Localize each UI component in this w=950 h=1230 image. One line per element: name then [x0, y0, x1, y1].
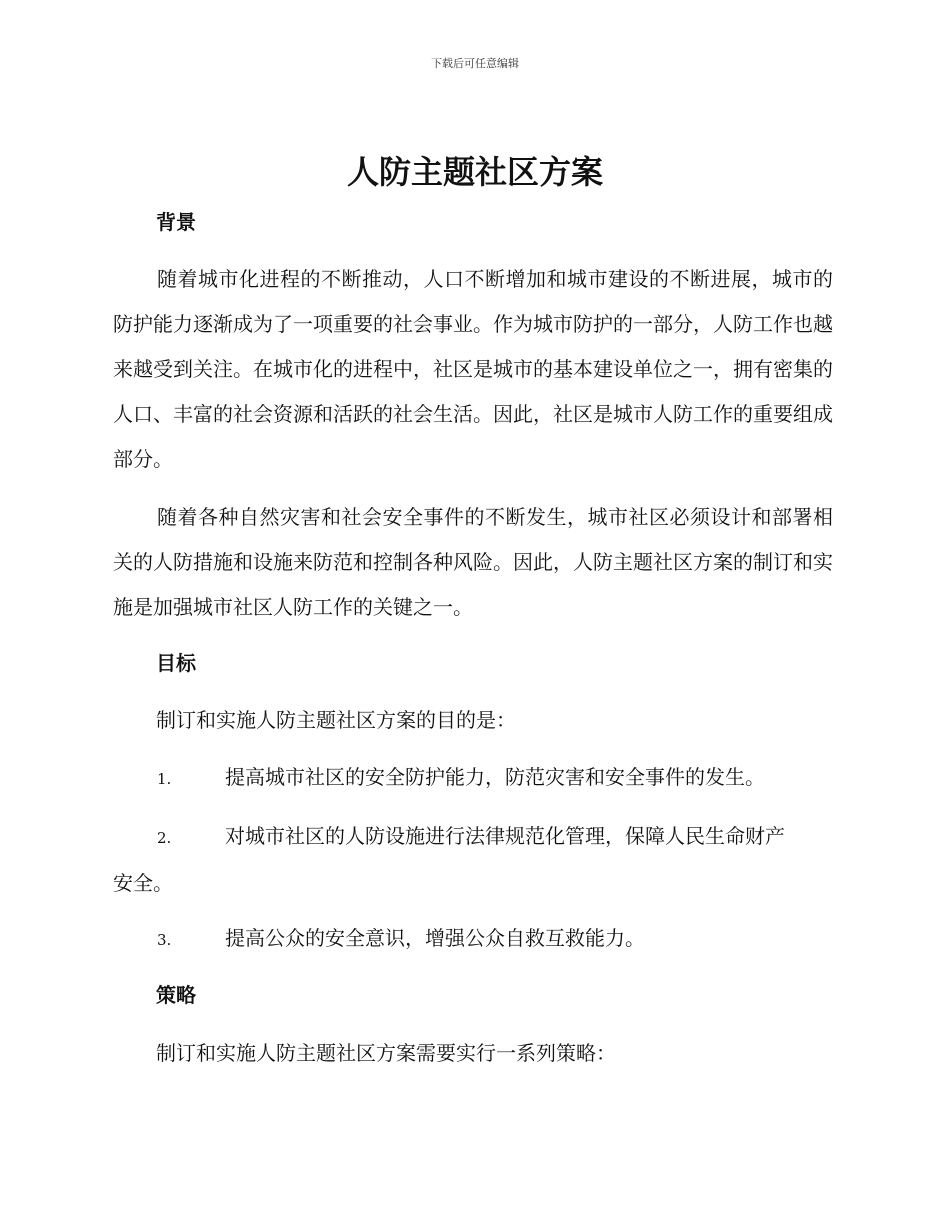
goal-number: 3.: [157, 931, 172, 949]
document-title: 人防主题社区方案: [346, 153, 603, 191]
goal-item-1: [113, 755, 833, 802]
goal-item-2: [113, 814, 833, 906]
goal-number: 1.: [157, 770, 172, 788]
section-heading-background: 背景: [156, 210, 196, 234]
header-note: 下载后可任意编辑: [431, 57, 519, 70]
goal-text: 对城市社区的人防设施进行法律规范化管理，保障人民生命财产: [225, 824, 785, 848]
background-paragraph-2: 随着各种自然灾害和社会安全事件的不断发生，城市社区必须设计和部署相关的人防措施和设施来防范和控制各种风险。因此，人防主题社区方案的制订和实施是加强城市社区人防工作的关键之一。: [113, 505, 833, 619]
goal-text-continuation: 安全。: [113, 871, 173, 895]
section-heading-strategy: 策略: [156, 983, 196, 1007]
goal-text: 提高城市社区的安全防护能力，防范灾害和安全事件的发生。: [225, 765, 765, 789]
background-paragraph-1: 随着城市化进程的不断推动，人口不断增加和城市建设的不断进展，城市的防护能力逐渐成为了一项重要的社会事业。作为城市防护的一部分，人防工作也越来越受到关注。在城市化的进程中，社区是城市的基本建设单位之一，拥有密集的人口、丰富的社会资源和活跃的社会生活。因此，社区是城市人防工作的重要组成部分。: [113, 267, 833, 471]
strategy-intro: 制订和实施人防主题社区方案需要实行一系列策略：: [156, 1041, 616, 1065]
section-heading-goals: 目标: [156, 651, 196, 675]
goal-item-3: [113, 916, 833, 963]
goal-text: 提高公众的安全意识，增强公众自救互救能力。: [225, 926, 645, 950]
goals-intro: 制订和实施人防主题社区方案的目的是：: [156, 708, 516, 732]
goal-number: 2.: [157, 829, 172, 847]
